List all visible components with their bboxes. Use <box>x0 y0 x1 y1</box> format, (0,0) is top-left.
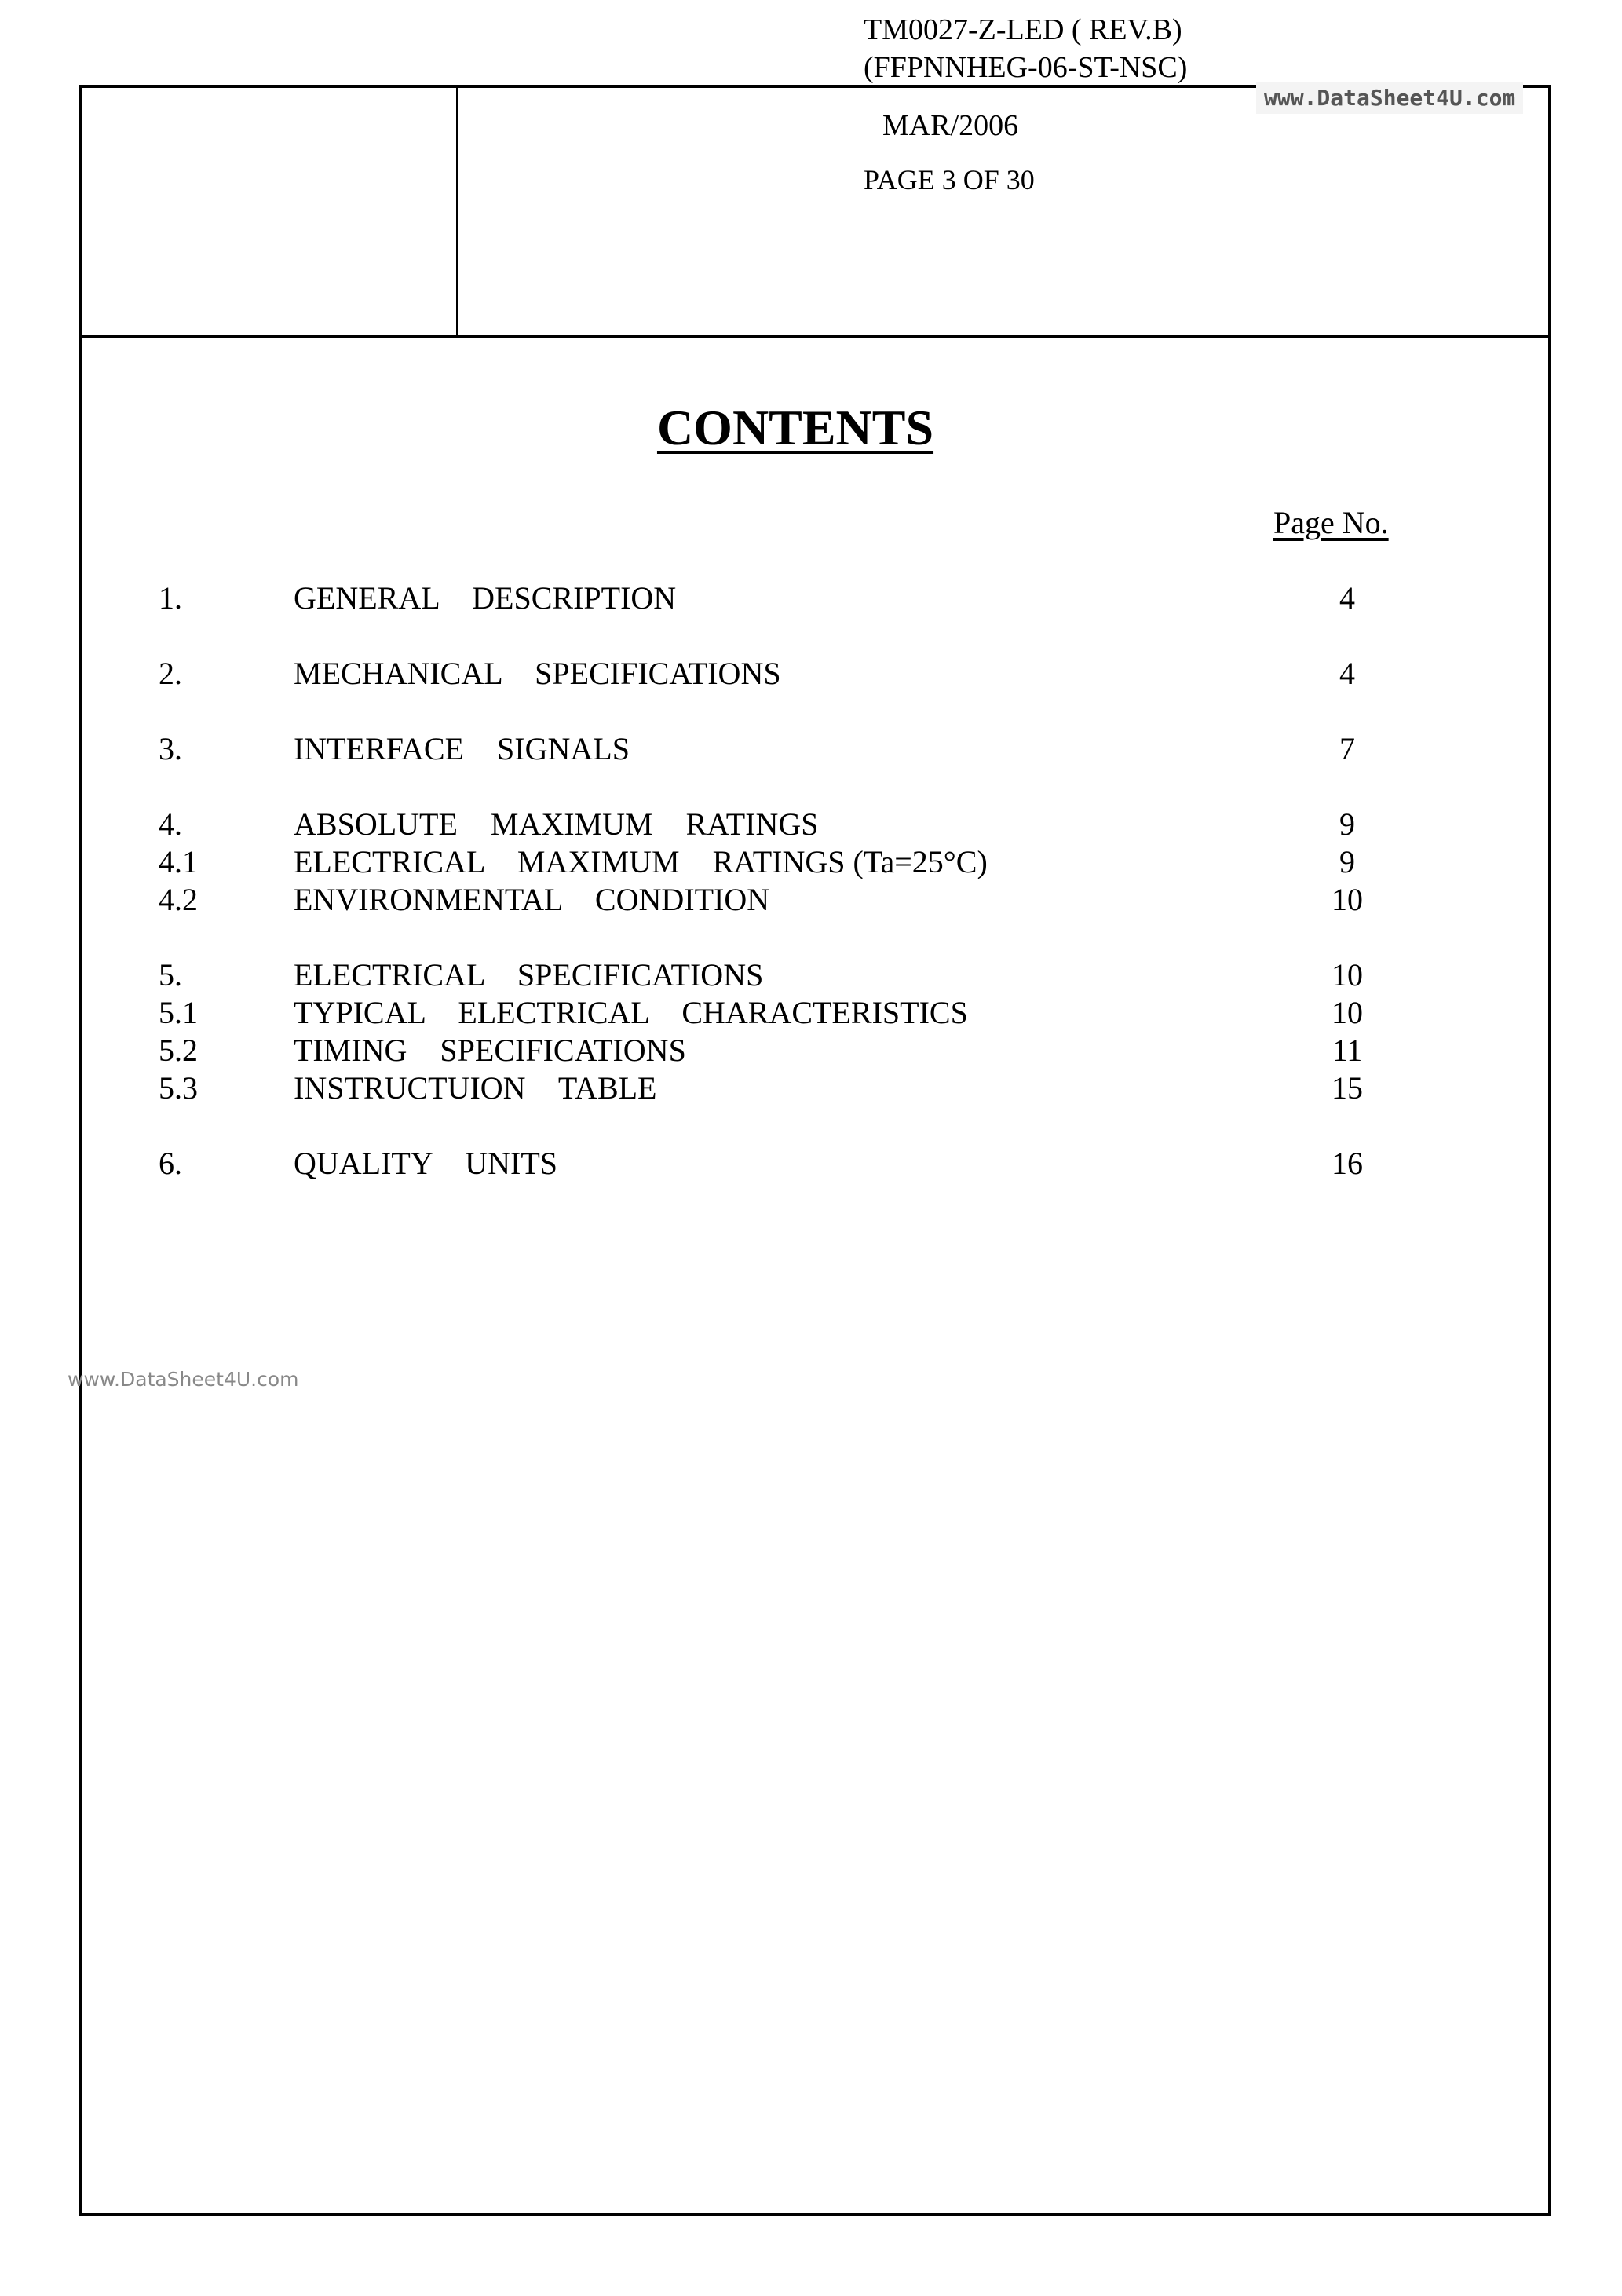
doc-date: MAR/2006 <box>882 109 1019 142</box>
toc-entry-title: TIMING SPECIFICATIONS <box>294 1033 686 1068</box>
toc-entry <box>0 994 1622 1032</box>
toc-entry-number: 4.2 <box>159 882 198 917</box>
toc-entry-number: 5.2 <box>159 1033 198 1068</box>
toc-entry <box>0 881 1622 919</box>
toc-entry-title: ELECTRICAL MAXIMUM RATINGS (Ta=25°C) <box>294 844 988 879</box>
toc-entry-page: 9 <box>1339 806 1355 842</box>
toc-entry-page: 9 <box>1339 844 1355 879</box>
toc-entry <box>0 1069 1622 1107</box>
page-no-header: Page No. <box>1273 505 1389 540</box>
header-divider <box>456 88 458 338</box>
toc-entry <box>0 655 1622 693</box>
toc-entry-page: 10 <box>1332 882 1363 917</box>
toc-entry-page: 11 <box>1332 1033 1363 1068</box>
toc-entry-suffix: (Ta=25°C) <box>845 844 988 879</box>
toc-entry <box>0 843 1622 881</box>
page-info: PAGE 3 OF 30 <box>864 164 1035 196</box>
toc-entry-number: 4.1 <box>159 844 198 879</box>
toc-entry-number: 4. <box>159 806 182 842</box>
contents-title-text: CONTENTS <box>656 400 934 455</box>
watermark-top: www.DataSheet4U.com <box>1256 82 1523 114</box>
toc-entry <box>0 1032 1622 1069</box>
doc-id: TM0027-Z-LED ( REV.B) <box>864 13 1182 46</box>
toc-entry <box>0 579 1622 617</box>
toc-entry-page: 16 <box>1332 1146 1363 1181</box>
toc-entry-number: 5.1 <box>159 995 198 1030</box>
toc-entry-number: 5.3 <box>159 1070 198 1106</box>
part-code: (FFPNNHEG-06-ST-NSC) <box>864 51 1188 84</box>
toc-entry-title: ENVIRONMENTAL CONDITION <box>294 882 770 917</box>
toc-entry-title: MECHANICAL SPECIFICATIONS <box>294 656 781 691</box>
toc-entry-page: 4 <box>1339 580 1355 616</box>
watermark-mid: www.DataSheet4U.com <box>68 1368 299 1391</box>
toc-entry-number: 6. <box>159 1146 182 1181</box>
toc-entry-number: 3. <box>159 731 182 766</box>
toc-entry-title: ABSOLUTE MAXIMUM RATINGS <box>294 806 819 842</box>
toc-entry-title: QUALITY UNITS <box>294 1146 558 1181</box>
toc-entry-page: 7 <box>1339 731 1355 766</box>
toc-entry-number: 5. <box>159 957 182 993</box>
toc-entry <box>0 956 1622 994</box>
toc-entry-title: INSTRUCTUION TABLE <box>294 1070 657 1106</box>
toc-entry <box>0 806 1622 843</box>
toc-entry-title: INTERFACE SIGNALS <box>294 731 630 766</box>
toc-entry-title: TYPICAL ELECTRICAL CHARACTERISTICS <box>294 995 968 1030</box>
header-block <box>82 88 1548 338</box>
toc-entry-page: 4 <box>1339 656 1355 691</box>
toc-entry-page: 10 <box>1332 957 1363 993</box>
toc-entry-title: GENERAL DESCRIPTION <box>294 580 677 616</box>
toc-entry-number: 1. <box>159 580 182 616</box>
toc-entry <box>0 730 1622 768</box>
toc-entry-page: 15 <box>1332 1070 1363 1106</box>
contents-title <box>0 399 1622 457</box>
toc-entry-page: 10 <box>1332 995 1363 1030</box>
toc-entry-number: 2. <box>159 656 182 691</box>
toc-entry <box>0 1145 1622 1183</box>
toc-entry-title: ELECTRICAL SPECIFICATIONS <box>294 957 764 993</box>
